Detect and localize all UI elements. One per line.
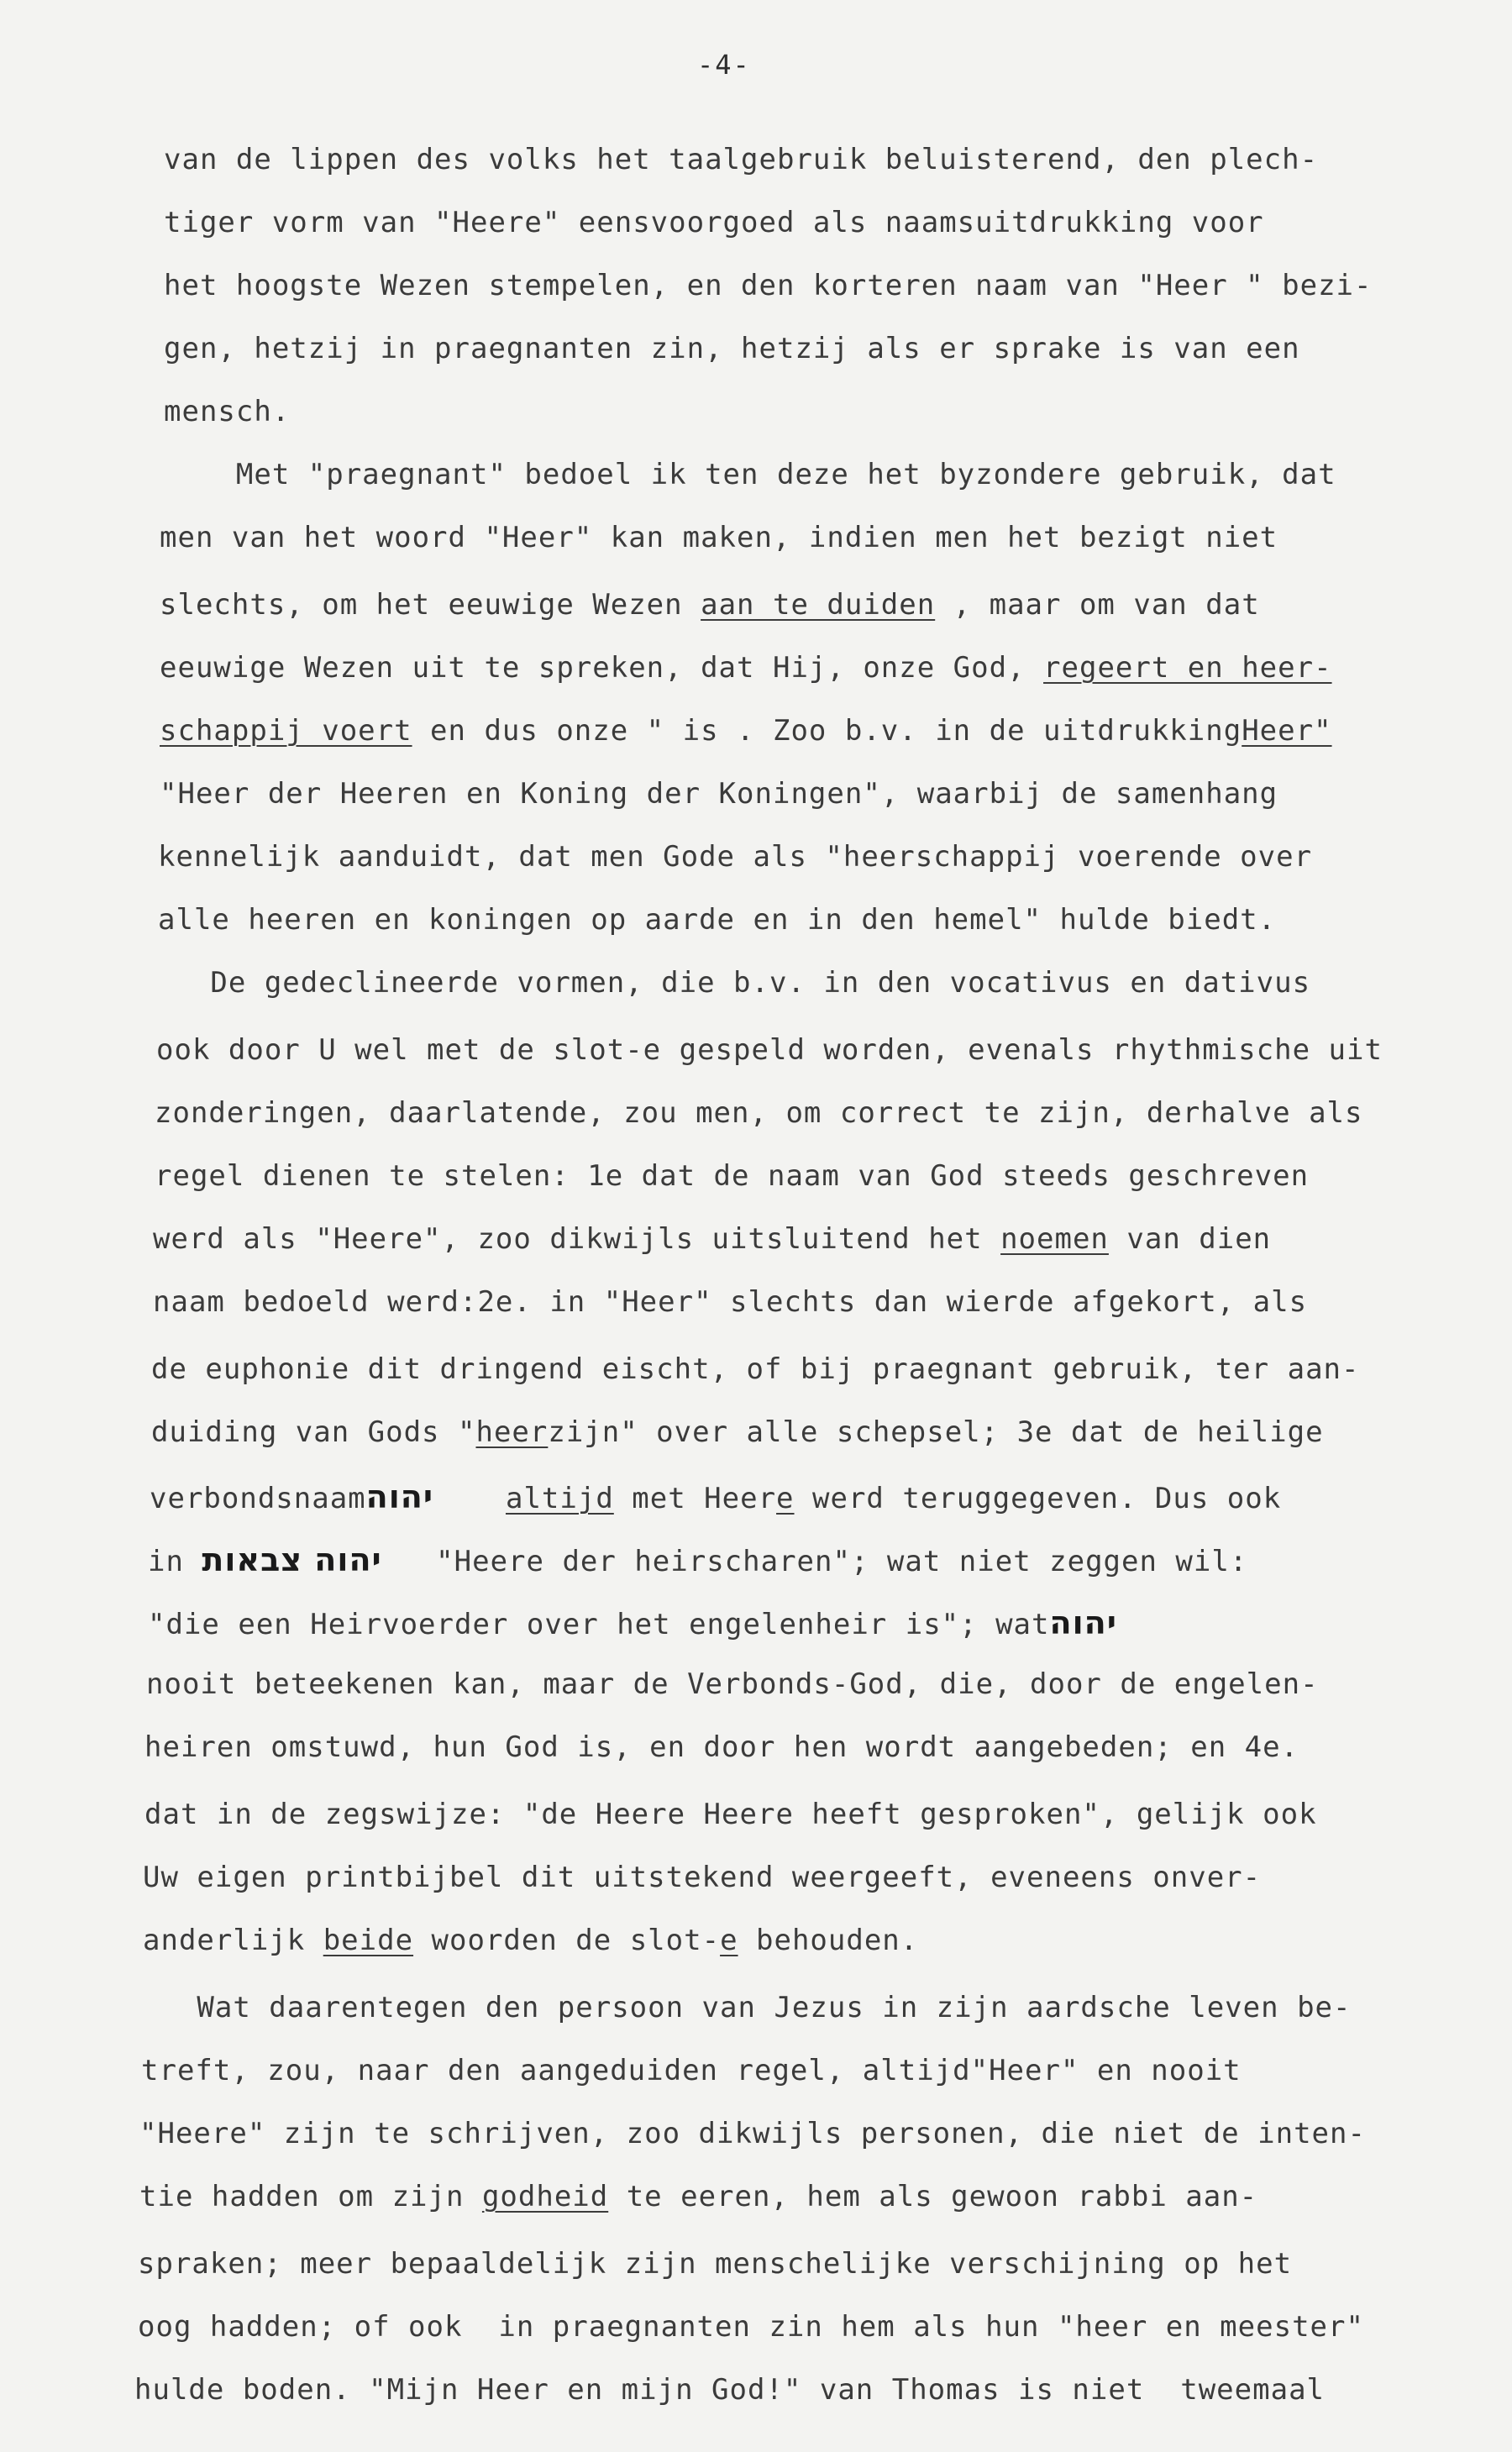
text-segment: te eeren, hem als gewoon rabbi aan-	[608, 2180, 1258, 2213]
text-line: treft, zou, naar den aangeduiden regel, altijd"Heer" en nooit	[141, 2054, 1242, 2087]
text-line: Met "praegnant" bedoel ik ten deze het byzondere gebruik, dat	[164, 458, 1336, 491]
text-line: de euphonie dit dringend eischt, of bij praegnant gebruik, ter aan-	[151, 1352, 1360, 1386]
underlined-text: noemen	[1000, 1222, 1109, 1256]
text-line: zonderingen, daarlatende, zou men, om correct te zijn, derhalve als	[155, 1096, 1363, 1130]
hebrew-name: יהוה	[365, 1478, 434, 1515]
text-line: heiren omstuwd, hun God is, en door hen wordt aangebeden; en 4e.	[144, 1730, 1299, 1764]
text-segment: behouden.	[738, 1924, 919, 1957]
text-segment: en dus onze "	[412, 714, 665, 748]
text-line: gen, hetzij in praegnanten zin, hetzij als er sprake is van een	[164, 332, 1300, 365]
text-line: De gedeclineerde vormen, die b.v. in den vocativus en dativus	[156, 966, 1311, 1000]
underlined-text: e	[720, 1924, 738, 1957]
underlined-text: beide	[323, 1924, 414, 1957]
text-line	[139, 2180, 1257, 2213]
text-line: alle heeren en koningen op aarde en in den hemel" hulde biedt.	[158, 903, 1277, 937]
text-line	[160, 651, 1332, 685]
text-line	[151, 1415, 1324, 1449]
text-line: regel dienen te stelen: 1e dat de naam van God steeds geschreven	[155, 1159, 1310, 1193]
underlined-text: aan te duiden	[701, 588, 936, 622]
text-line: spraken; meer bepaaldelijk zijn menschelijke verschijning op het	[138, 2247, 1293, 2281]
text-line	[160, 588, 1260, 622]
text-line: ook door U wel met de slot-e gespeld worden, evenals rhythmische uit	[156, 1033, 1383, 1067]
underlined-text: heer	[475, 1415, 549, 1449]
text-line: Wat daarentegen den persoon van Jezus in zijn aardsche leven be-	[143, 1991, 1352, 2024]
underlined-text: schappij voert	[160, 714, 412, 748]
text-segment: woorden de slot-	[413, 1924, 721, 1957]
text-segment	[433, 1482, 506, 1515]
text-line: hulde boden. "Mijn Heer en mijn God!" van Thomas is niet tweemaal	[134, 2373, 1326, 2407]
text-line: mensch.	[164, 395, 291, 428]
text-segment: werd teruggegeven. Dus ook	[794, 1482, 1282, 1515]
text-line: dat in de zegswijze: "de Heere Heere heeft gesproken", gelijk ook	[144, 1798, 1317, 1831]
underlined-text: regeert en heer-	[1043, 651, 1332, 685]
text-line: tiger vorm van "Heere" eensvoorgoed als naamsuitdrukking voor	[164, 206, 1264, 239]
page-number: -4-	[697, 49, 751, 81]
text-line	[143, 1924, 918, 1957]
hebrew-name: יהוה	[1049, 1604, 1117, 1641]
text-line: Uw eigen printbijbel dit uitstekend weergeeft, eveneens onver-	[143, 1861, 1262, 1894]
text-segment: "Heere der heirscharen"; wat niet zeggen wil:	[381, 1545, 1248, 1578]
underlined-text: Heer"	[1242, 714, 1332, 748]
underlined-text: altijd	[505, 1482, 614, 1515]
text-line: "Heere" zijn te schrijven, zoo dikwijls personen, die niet de inten-	[139, 2117, 1366, 2150]
text-segment: is . Zoo b.v. in de uitdrukking	[664, 714, 1242, 748]
hebrew-name: יהוה צבאות	[202, 1541, 382, 1578]
text-segment: met Heer	[613, 1482, 777, 1515]
text-segment: tie hadden om zijn	[139, 2180, 482, 2213]
text-segment: werd als "Heere", zoo dikwijls uitsluitend het	[153, 1222, 1001, 1256]
underlined-text: e	[776, 1482, 795, 1515]
text-line: men van het woord "Heer" kan maken, indien men het bezigt niet	[160, 521, 1278, 554]
text-segment: verbondsnaam	[150, 1482, 366, 1515]
text-segment: zijn" over alle schepsel; 3e dat de heilige	[548, 1415, 1324, 1449]
text-line	[160, 714, 1332, 748]
text-segment: eeuwige Wezen uit te spreken, dat Hij, onze God,	[160, 651, 1044, 685]
text-segment: van dien	[1108, 1222, 1272, 1256]
text-segment: , maar om van dat	[935, 588, 1260, 622]
text-line	[148, 1541, 1247, 1578]
text-line: naam bedoeld werd:2e. in "Heer" slechts dan wierde afgekort, als	[153, 1285, 1308, 1319]
text-line: nooit beteekenen kan, maar de Verbonds-God, die, door de engelen-	[146, 1667, 1319, 1701]
text-line: kennelijk aanduidt, dat men Gode als "heerschappij voerende over	[158, 840, 1313, 874]
text-line: "Heer der Heeren en Koning der Koningen", waarbij de samenhang	[160, 777, 1278, 811]
text-line: van de lippen des volks het taalgebruik beluisterend, den plech-	[164, 143, 1319, 176]
text-line	[148, 1604, 1117, 1641]
underlined-text: godheid	[481, 2180, 609, 2213]
text-line	[150, 1478, 1281, 1515]
text-segment: "die een Heirvoerder over het engelenheir is"; wat	[148, 1608, 1050, 1641]
text-segment: in	[148, 1545, 202, 1578]
text-segment: anderlijk	[143, 1924, 323, 1957]
text-segment: duiding van Gods "	[151, 1415, 476, 1449]
text-line: het hoogste Wezen stempelen, en den korteren naam van "Heer " bezi-	[164, 269, 1373, 302]
text-segment: slechts, om het eeuwige Wezen	[160, 588, 701, 622]
text-line	[153, 1222, 1271, 1256]
text-line: oog hadden; of ook in praegnanten zin hem als hun "heer en meester"	[138, 2310, 1364, 2344]
